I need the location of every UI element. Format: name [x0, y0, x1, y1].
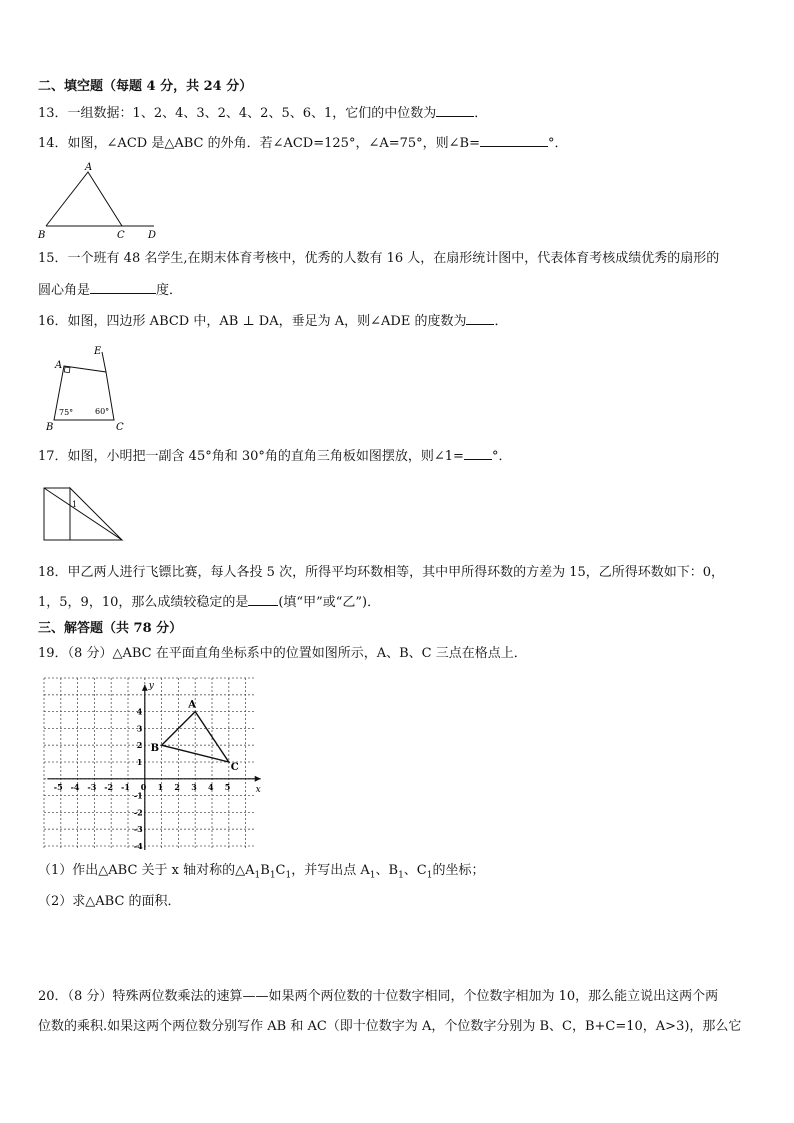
question-18-line1: 18．甲乙两人进行飞镖比赛，每人各投 5 次，所得平均环数相等，其中甲所得环数的方差为 15，乙所得环数如下：0，	[38, 565, 725, 580]
question-14	[38, 134, 568, 153]
x-tick-label: 3	[191, 781, 197, 792]
q13-tail: ．	[474, 106, 488, 121]
q14-blank[interactable]	[480, 134, 548, 147]
x-tick-label: -5	[53, 781, 63, 792]
q16-angle-b: 75°	[59, 408, 74, 417]
q19-sub-b1-point: 1	[398, 870, 404, 881]
x-tick-label: -4	[70, 781, 80, 792]
question-20-line1: 20．（8 分）特殊两位数乘法的速算——如果两个两位数的十位数字相同，个位数字相加为 10，那么能立说出这两个两	[38, 989, 719, 1004]
q19-part1	[38, 862, 485, 885]
y-tick-label: -3	[133, 824, 143, 835]
question-13	[38, 104, 487, 123]
q19-sub-c1: 1	[285, 870, 292, 881]
q16-tail: ．	[494, 314, 508, 329]
point-a-label: A	[188, 699, 196, 711]
q17-tail: °．	[491, 449, 512, 464]
y-tick-label: 2	[136, 740, 143, 751]
x-axis-label: x	[255, 784, 261, 795]
q15-line2-post: 度．	[156, 283, 183, 298]
point-b-label: B	[150, 743, 160, 755]
question-15-line2	[38, 281, 182, 300]
q19-sub-c1-point: 1	[426, 870, 433, 881]
x-tick-label: 2	[174, 781, 180, 792]
q19-sub-b1: 1	[269, 870, 276, 881]
q16-label-c: C	[116, 422, 124, 433]
y-tick-label: -4	[133, 841, 143, 850]
q14-label-a: A	[85, 162, 93, 173]
q19-part1-post: ，并写出点 A	[291, 863, 370, 878]
q14-label-b: B	[38, 230, 46, 240]
q16-label-b: B	[46, 422, 54, 433]
q17-blank[interactable]	[464, 447, 492, 460]
q13-text: 13．一组数据：1、2、4、3、2、4、2、5、6、1，它们的中位数为	[38, 106, 437, 121]
q17-30-degree-triangle	[44, 488, 122, 540]
section3-heading: 三、解答题（共 78 分）	[38, 621, 183, 636]
question-19: 19．（8 分）△ABC 在平面直角坐标系中的位置如图所示，A、B、C 三点在格点上．	[38, 646, 527, 661]
question-15-line1: 15．一个班有 48 名学生,在期末体育考核中，优秀的人数有 16 人，在扇形统计图中，代表体育考核成绩优秀的扇形的	[38, 251, 720, 266]
y-axis-arrow	[142, 685, 148, 691]
question-16	[38, 312, 507, 331]
q14-label-c: C	[117, 230, 125, 240]
q14-triangle-lines	[46, 172, 154, 226]
q19-part1-b-point: 、B	[375, 863, 399, 878]
point-c-label: C	[230, 762, 239, 773]
y-tick-label: 1	[136, 757, 143, 767]
y-tick-label: -1	[133, 790, 143, 801]
q16-quadrilateral-figure	[46, 342, 136, 434]
q19-coordinate-grid	[36, 670, 274, 850]
q19-part1-pre: （1）作出△ABC 关于 x 轴对称的△A	[38, 863, 255, 878]
y-tick-label: 4	[136, 706, 143, 717]
question-17	[38, 447, 511, 466]
q16-blank[interactable]	[466, 312, 494, 325]
q18-blank[interactable]	[248, 593, 278, 606]
q19-part1-b: B	[260, 863, 270, 878]
x-tick-label: 0	[140, 781, 147, 792]
q13-blank[interactable]	[436, 104, 474, 117]
q16-label-a: A	[55, 360, 63, 371]
q16-label-e: E	[94, 346, 102, 357]
q17-45-degree-triangle	[70, 488, 122, 540]
q18-line2-pre: 1，5，9，10，那么成绩较稳定的是	[38, 595, 249, 610]
x-tick-label: 1	[157, 781, 164, 792]
q17-rectangle-square	[44, 488, 70, 540]
q15-line2-pre: 圆心角是	[38, 283, 91, 298]
x-tick-label: -3	[87, 781, 97, 792]
q19-part2: （2）求△ABC 的面积．	[38, 894, 181, 909]
q16-right-angle-mark	[64, 367, 70, 373]
q17-angle-1-label: 1	[72, 500, 78, 509]
x-tick-label: 5	[224, 781, 231, 792]
q14-label-d: D	[148, 230, 157, 240]
x-axis-arrow	[255, 776, 261, 782]
q16-extension-line	[102, 352, 106, 372]
q14-triangle-figure	[36, 160, 166, 240]
q19-part1-c: C	[275, 863, 286, 878]
q14-text: 14．如图，∠ACD 是△ABC 的外角．若∠ACD=125°，∠A=75°，则∠B=	[38, 136, 480, 151]
x-tick-label: -2	[104, 781, 114, 792]
q19-grid-lines	[44, 678, 256, 850]
q16-angle-c: 60°	[95, 407, 110, 416]
x-tick-label: -1	[121, 781, 130, 792]
y-tick-label: -2	[133, 807, 143, 818]
q17-set-squares-figure	[40, 484, 130, 544]
q18-line2-post: (填“甲”或“乙”)．	[278, 595, 381, 610]
q19-part1-c-point: 、C	[403, 863, 427, 878]
section2-heading: 二、填空题（每题 4 分，共 24 分）	[38, 79, 253, 94]
y-axis-label: y	[148, 681, 154, 692]
q14-tail: °．	[548, 136, 568, 151]
q19-part1-end: 的坐标；	[432, 863, 485, 878]
q19-sub-a1: 1	[254, 870, 261, 881]
q16-text: 16．如图，四边形 ABCD 中，AB ⊥ DA，垂足为 A，则∠ADE 的度数为	[38, 314, 467, 329]
q17-text: 17．如图，小明把一副含 45°角和 30°角的直角三角板如图摆放，则∠1=	[38, 449, 464, 464]
q15-blank[interactable]	[90, 281, 156, 294]
x-tick-label: 4	[208, 781, 214, 792]
y-tick-label: 3	[136, 723, 143, 734]
q19-sub-a1-point: 1	[369, 870, 376, 881]
question-20-line2: 位数的乘积.如果这两个两位数分别写作 AB 和 AC（即十位数字为 A，个位数字分别为 B、C，B+C=10，A>3)，那么它	[38, 1019, 742, 1034]
question-18-line2	[38, 593, 380, 612]
